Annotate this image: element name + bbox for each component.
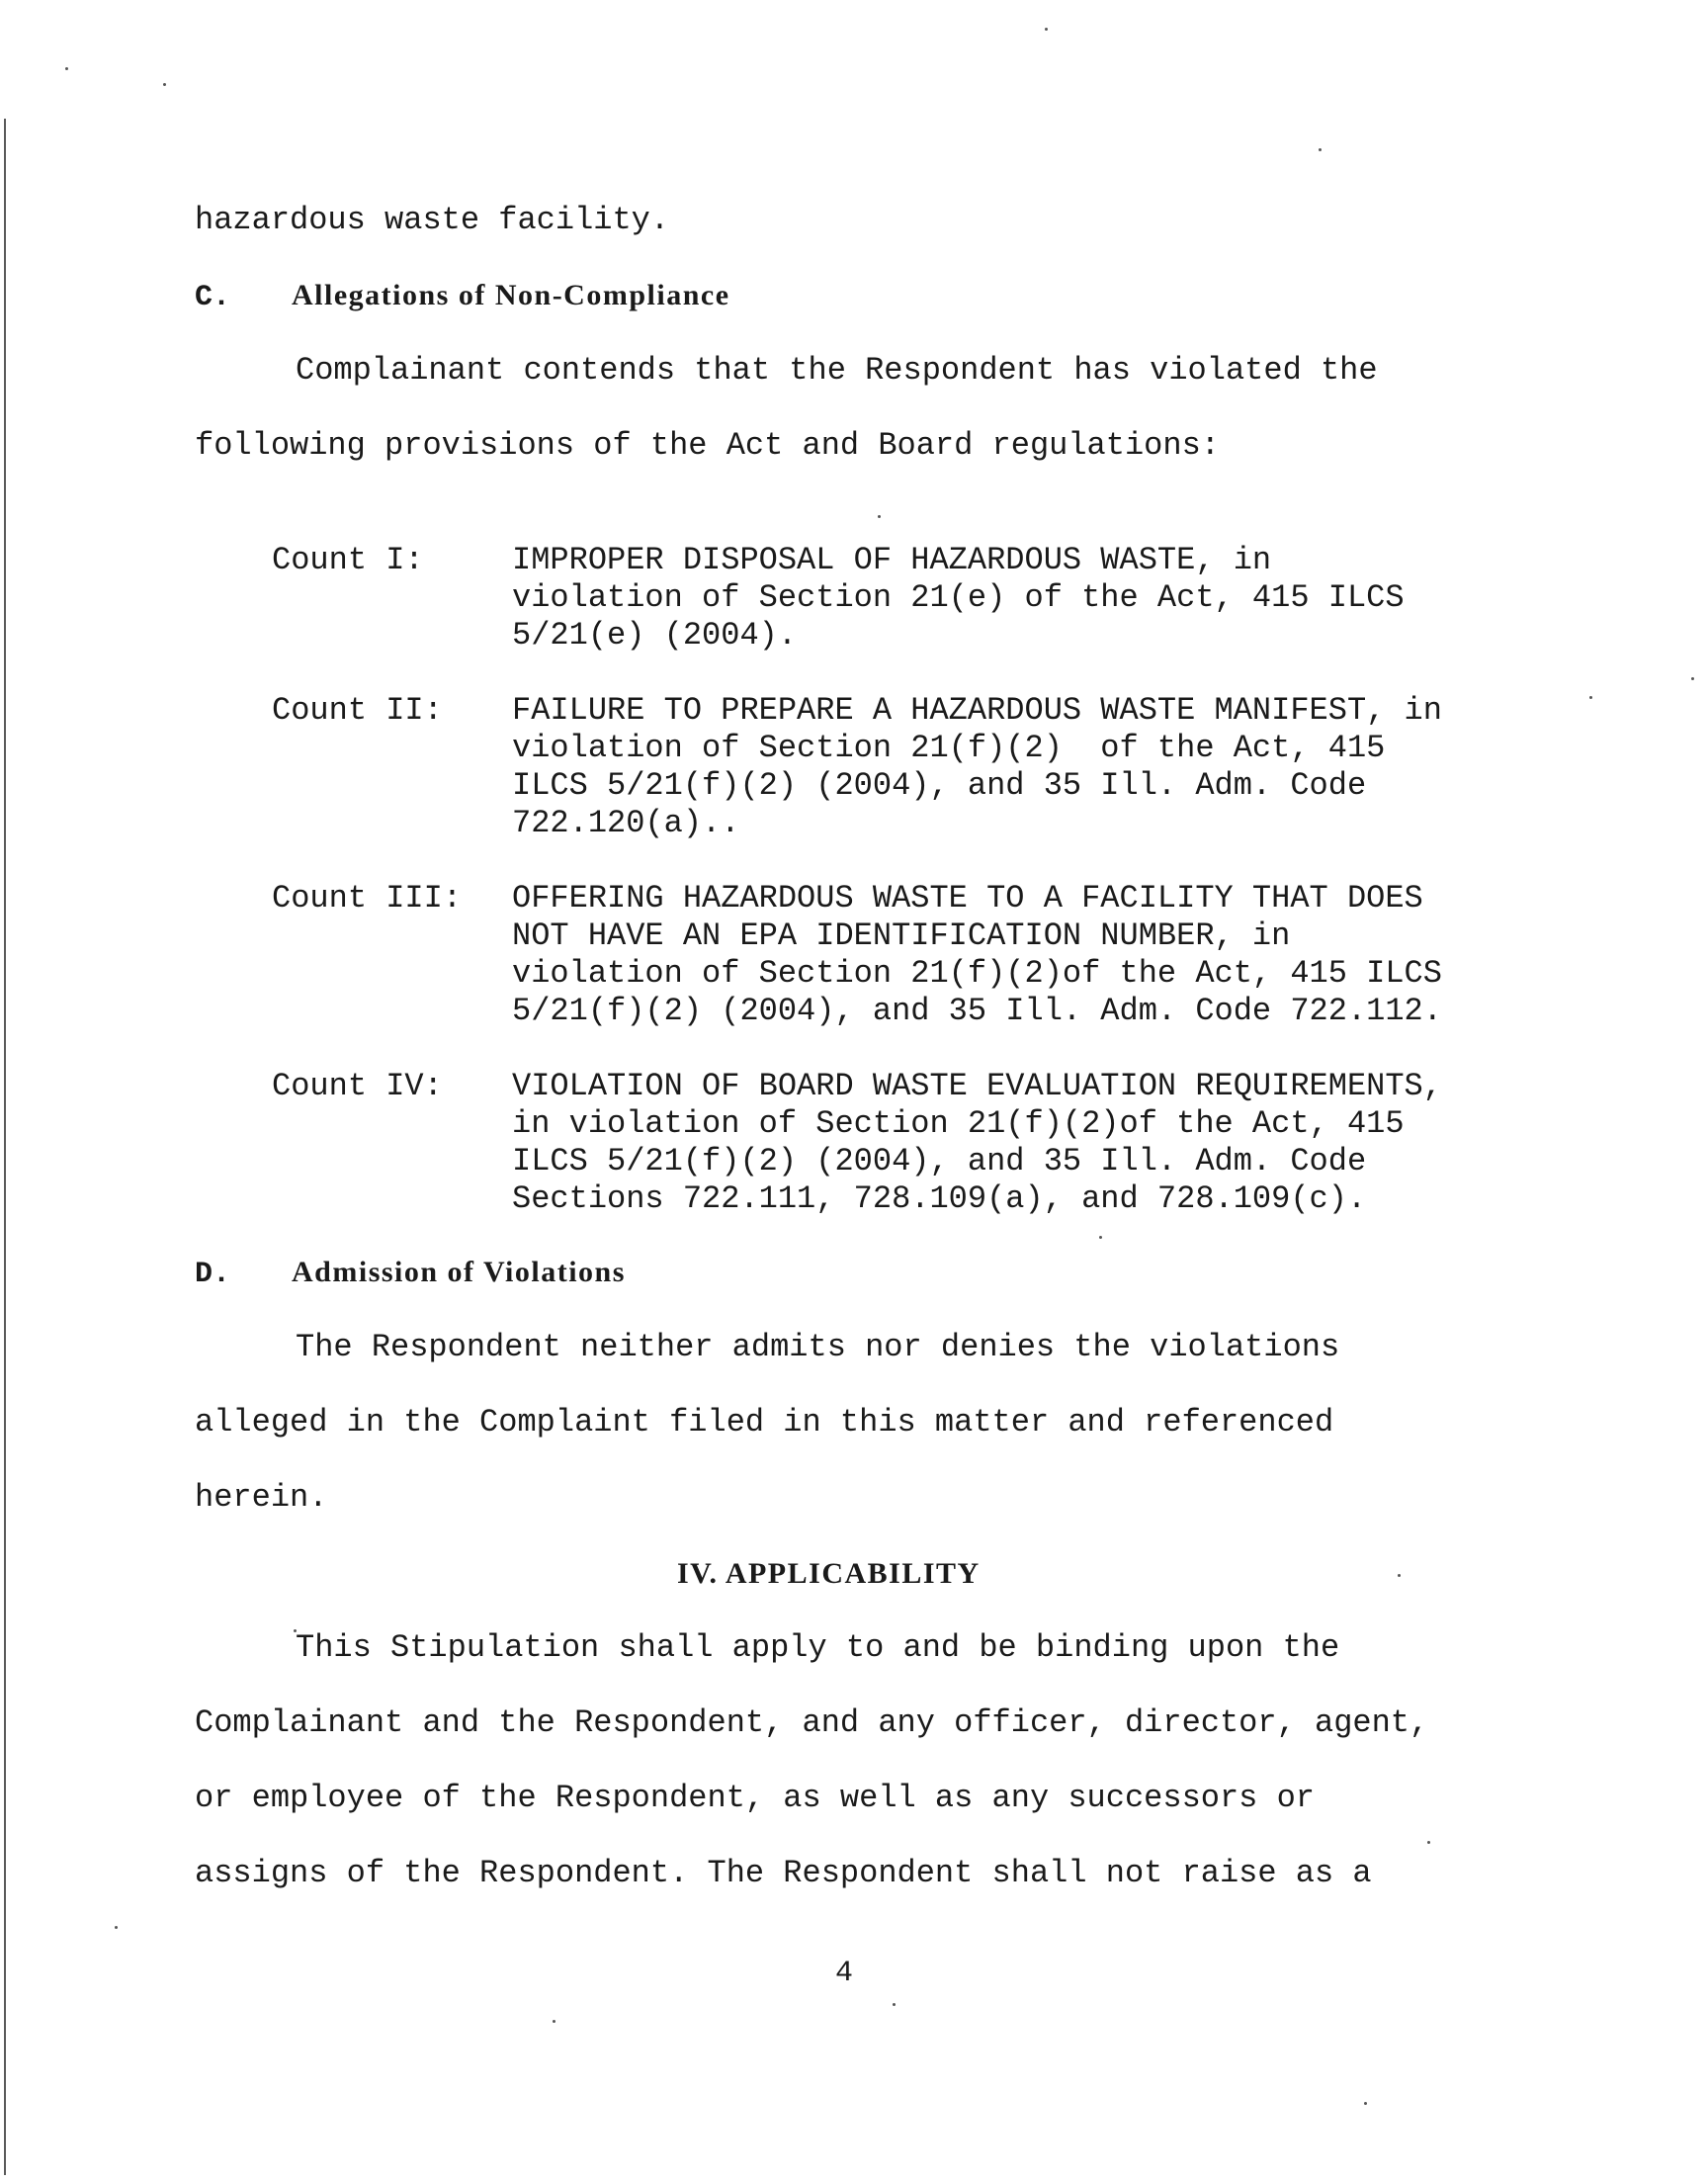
scan-speck [1319,148,1322,151]
scan-speck [1398,1574,1401,1577]
section-d-title: Admission of Violations [292,1256,626,1288]
count-iii-label: Count III: [272,880,463,917]
count-ii-line-3: ILCS 5/21(f)(2) (2004), and 35 Ill. Adm. Code [512,767,1367,804]
section-iv-body-line-2: Complainant and the Respondent, and any officer, director, agent, [195,1704,1429,1741]
count-iv-line-1: VIOLATION OF BOARD WASTE EVALUATION REQUIREMENTS, [512,1068,1442,1104]
count-ii-line-2: violation of Section 21(f)(2) of the Act, 415 [512,730,1386,766]
scan-speck [1364,2102,1367,2105]
section-d-body-line-2: alleged in the Complaint filed in this matter and referenced [195,1404,1334,1441]
count-iv-line-3: ILCS 5/21(f)(2) (2004), and 35 Ill. Adm. Code [512,1143,1367,1179]
opening-line: hazardous waste facility. [195,202,670,238]
section-d-heading [195,1254,626,1293]
section-iv-body-line-3: or employee of the Respondent, as well as any successors or [195,1780,1315,1816]
section-c-title: Allegations of Non-Compliance [292,279,730,311]
count-ii-label: Count II: [272,692,443,729]
count-iii-line-3: violation of Section 21(f)(2)of the Act, 415 ILCS [512,955,1442,992]
count-ii-line-1: FAILURE TO PREPARE A HAZARDOUS WASTE MANIFEST, in [512,692,1442,729]
page-number: 4 [835,1957,854,1990]
scan-speck [893,2003,896,2006]
count-iii-line-4: 5/21(f)(2) (2004), and 35 Ill. Adm. Code 722.112. [512,993,1442,1029]
section-iv-body-line-4: assigns of the Respondent. The Respondent shall not raise as a [195,1855,1372,1891]
count-i-line-3: 5/21(e) (2004). [512,617,798,654]
section-d-letter: D. [195,1258,231,1291]
scan-speck [1045,28,1048,31]
count-iv-line-4: Sections 722.111, 728.109(a), and 728.109(c). [512,1180,1367,1217]
section-iv-heading: IV. APPLICABILITY [677,1557,981,1590]
count-iii-line-1: OFFERING HAZARDOUS WASTE TO A FACILITY THAT DOES [512,880,1423,917]
page-edge-line [4,119,6,2175]
section-d-body-line-3: herein. [195,1479,328,1516]
scan-speck [1427,1841,1430,1844]
count-ii-line-4: 722.120(a).. [512,805,740,841]
count-i-label: Count I: [272,542,424,578]
section-c-letter: C. [195,281,231,314]
scan-speck [1099,1236,1102,1239]
scan-speck [65,67,68,70]
section-iv-body-line-1: This Stipulation shall apply to and be binding upon the [296,1629,1340,1666]
section-c-intro-line-1: Complainant contends that the Respondent has violated the [296,352,1378,389]
count-i-line-2: violation of Section 21(e) of the Act, 415 ILCS [512,579,1405,616]
count-iv-label: Count IV: [272,1068,443,1104]
scan-speck [553,2020,555,2023]
scan-speck [115,1926,118,1929]
scan-speck [1691,677,1694,680]
scan-speck [878,515,881,518]
section-d-body-line-1: The Respondent neither admits nor denies the violations [296,1329,1340,1365]
section-c-heading [195,277,730,316]
count-iii-line-2: NOT HAVE AN EPA IDENTIFICATION NUMBER, in [512,917,1291,954]
count-iv-line-2: in violation of Section 21(f)(2)of the Act, 415 [512,1105,1405,1142]
count-i-line-1: IMPROPER DISPOSAL OF HAZARDOUS WASTE, in [512,542,1272,578]
scan-speck [1589,696,1592,699]
section-c-intro-line-2: following provisions of the Act and Board regulations: [195,427,1220,464]
scan-speck [163,83,166,86]
